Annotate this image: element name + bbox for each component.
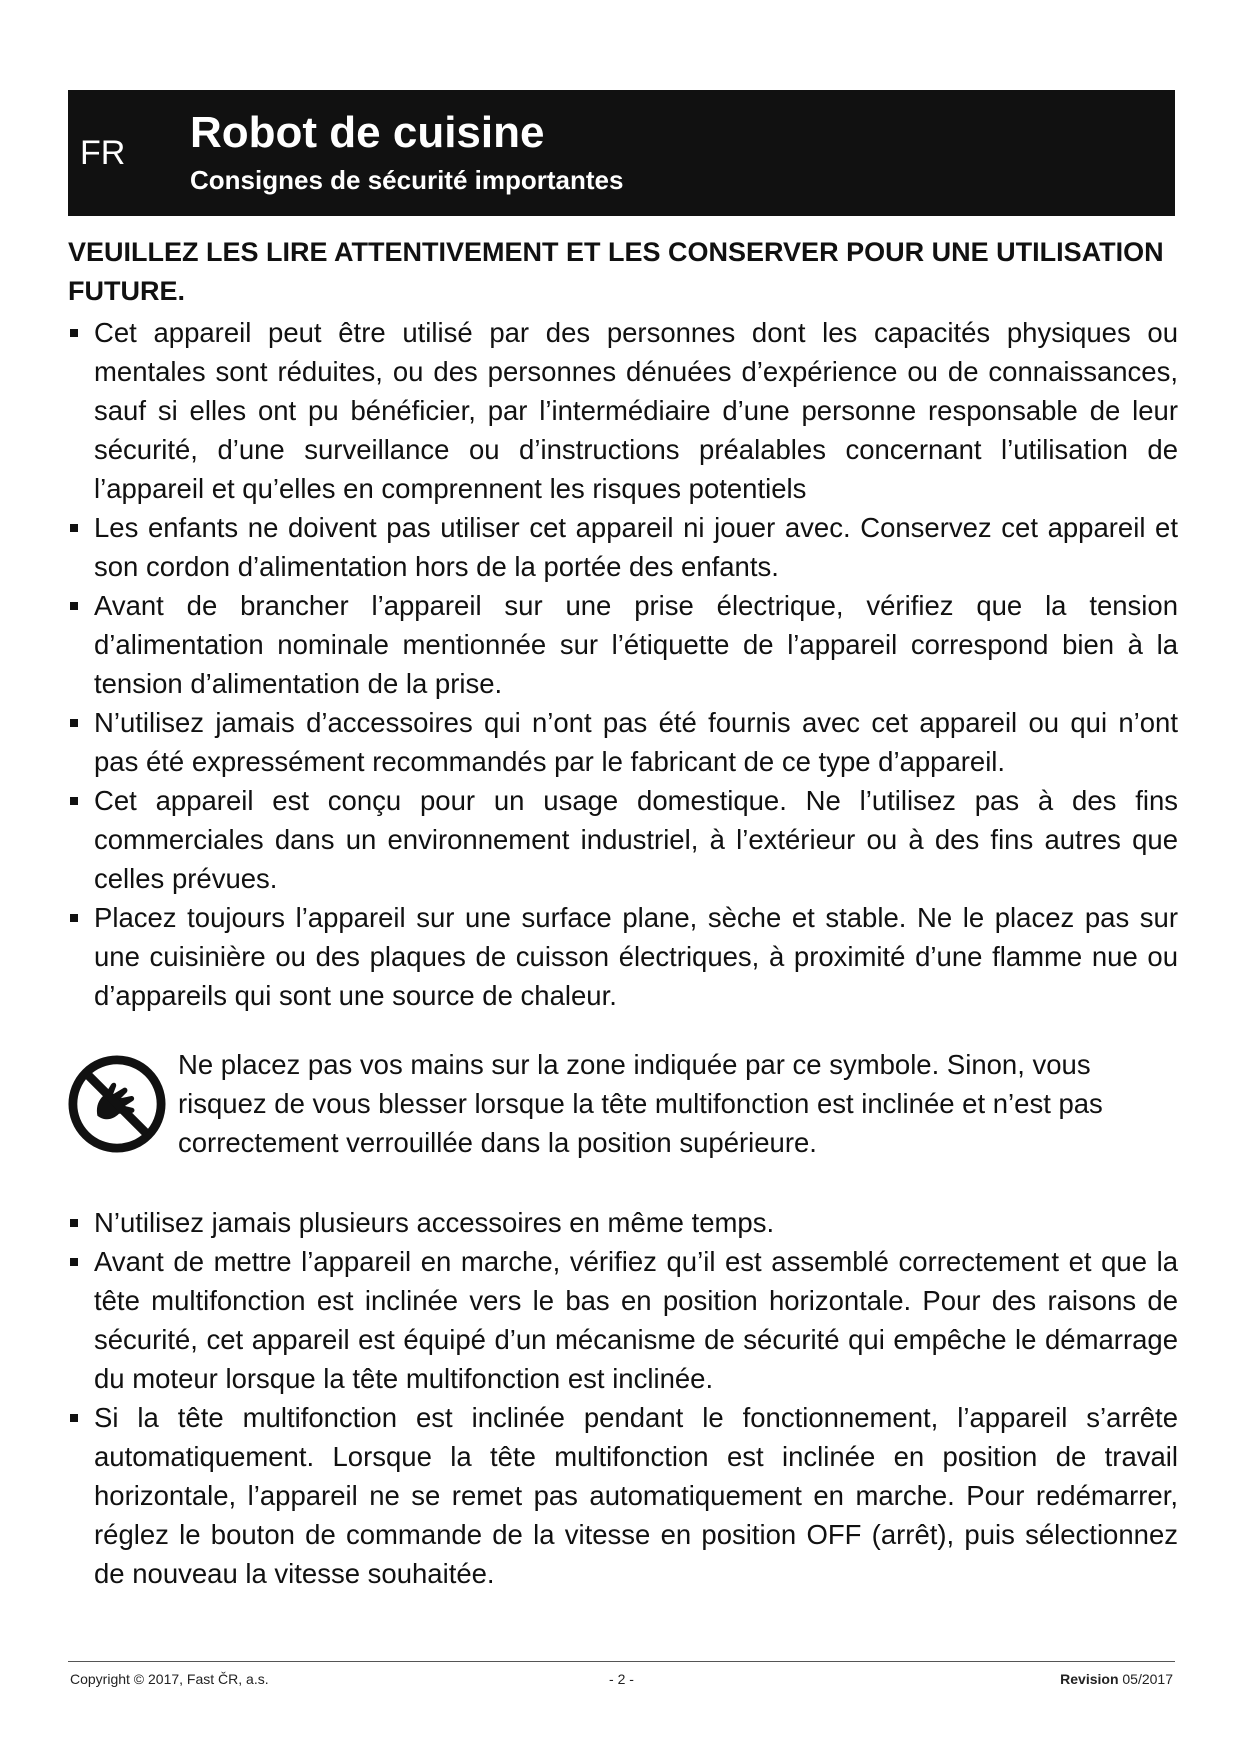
bullet-icon [70, 602, 78, 610]
revision-date: 05/2017 [1122, 1671, 1173, 1687]
revision-label: Revision [1060, 1671, 1119, 1687]
warning-heading: VEUILLEZ LES LIRE ATTENTIVEMENT ET LES CONSERVER POUR UNE UTILISATION FUTURE. [68, 237, 1164, 306]
list-item: N’utilisez jamais d’accessoires qui n’ont pas été fournis avec cet appareil ou qui n’ont pas été expressément recommandés par le fabricant de ce type d’appareil. [68, 703, 1178, 781]
list-item: N’utilisez jamais plusieurs accessoires en même temps. [68, 1203, 1178, 1242]
list-item: Avant de brancher l’appareil sur une prise électrique, vérifiez que la tension d’alimentation nominale mentionnée sur l’étiquette de l’appareil correspond bien à la tension d’alimentation de la prise. [68, 586, 1178, 703]
no-hands-icon [68, 1055, 166, 1153]
bullet-icon [70, 797, 78, 805]
safety-list-bottom [68, 1203, 1178, 1593]
language-code: FR [80, 134, 126, 172]
page-subtitle: Consignes de sécurité importantes [190, 165, 624, 195]
bullet-icon [70, 1219, 78, 1227]
list-item: Les enfants ne doivent pas utiliser cet appareil ni jouer avec. Conservez cet appareil et son cordon d’alimentation hors de la portée des enfants. [68, 508, 1178, 586]
bullet-icon [70, 914, 78, 922]
bullet-icon [70, 1258, 78, 1266]
bullet-icon [70, 524, 78, 532]
bullet-icon [70, 329, 78, 337]
page-header [68, 90, 1175, 216]
footer-divider [68, 1661, 1175, 1662]
list-item: Placez toujours l’appareil sur une surface plane, sèche et stable. Ne le placez pas sur une cuisinière ou des plaques de cuisson électriques, à proximité d’une flamme nue ou d’appareils qui sont une source de chaleur. [68, 898, 1178, 1015]
bullet-icon [70, 719, 78, 727]
page-title: Robot de cuisine [190, 108, 545, 157]
bullet-icon [70, 1414, 78, 1422]
list-item: Cet appareil est conçu pour un usage domestique. Ne l’utilisez pas à des fins commerciales dans un environnement industriel, à l’extérieur ou à des fins autres que celles prévues. [68, 781, 1178, 898]
safety-list-top [68, 313, 1178, 1015]
main-content [68, 233, 1178, 1593]
hand-warning-block [68, 1045, 1178, 1171]
revision-info [1060, 1671, 1173, 1687]
page-number: - 2 - [609, 1671, 634, 1687]
page-footer [68, 1671, 1175, 1691]
list-item: Cet appareil peut être utilisé par des personnes dont les capacités physiques ou mentales sont réduites, ou des personnes dénuées d’expérience ou de connaissances, sauf si elles ont pu bénéficier, par l’intermédiaire d’une personne responsable de leur sécurité, d’une surveillance ou d’instructions préalables concernant l’utilisation de l’appareil et qu’elles en comprennent les risques potentiels [68, 313, 1178, 508]
list-item: Avant de mettre l’appareil en marche, vérifiez qu’il est assemblé correctement et que la tête multifonction est inclinée vers le bas en position horizontale. Pour des raisons de sécurité, cet appareil est équipé d’un mécanisme de sécurité qui empêche le démarrage du moteur lorsque la tête multifonction est inclinée. [68, 1242, 1178, 1398]
copyright-text: Copyright © 2017, Fast ČR, a.s. [70, 1671, 269, 1687]
hand-warning-text: Ne placez pas vos mains sur la zone indiquée par ce symbole. Sinon, vous risquez de vous blesser lorsque la tête multifonction est inclinée et n’est pas correctement verrouillée dans la position supérieure. [178, 1049, 1103, 1158]
list-item: Si la tête multifonction est inclinée pendant le fonctionnement, l’appareil s’arrête automatiquement. Lorsque la tête multifonction est inclinée en position de travail horizontale, l’appareil ne se remet pas automatiquement en marche. Pour redémarrer, réglez le bouton de commande de la vitesse en position OFF (arrêt), puis sélectionnez de nouveau la vitesse souhaitée. [68, 1398, 1178, 1593]
